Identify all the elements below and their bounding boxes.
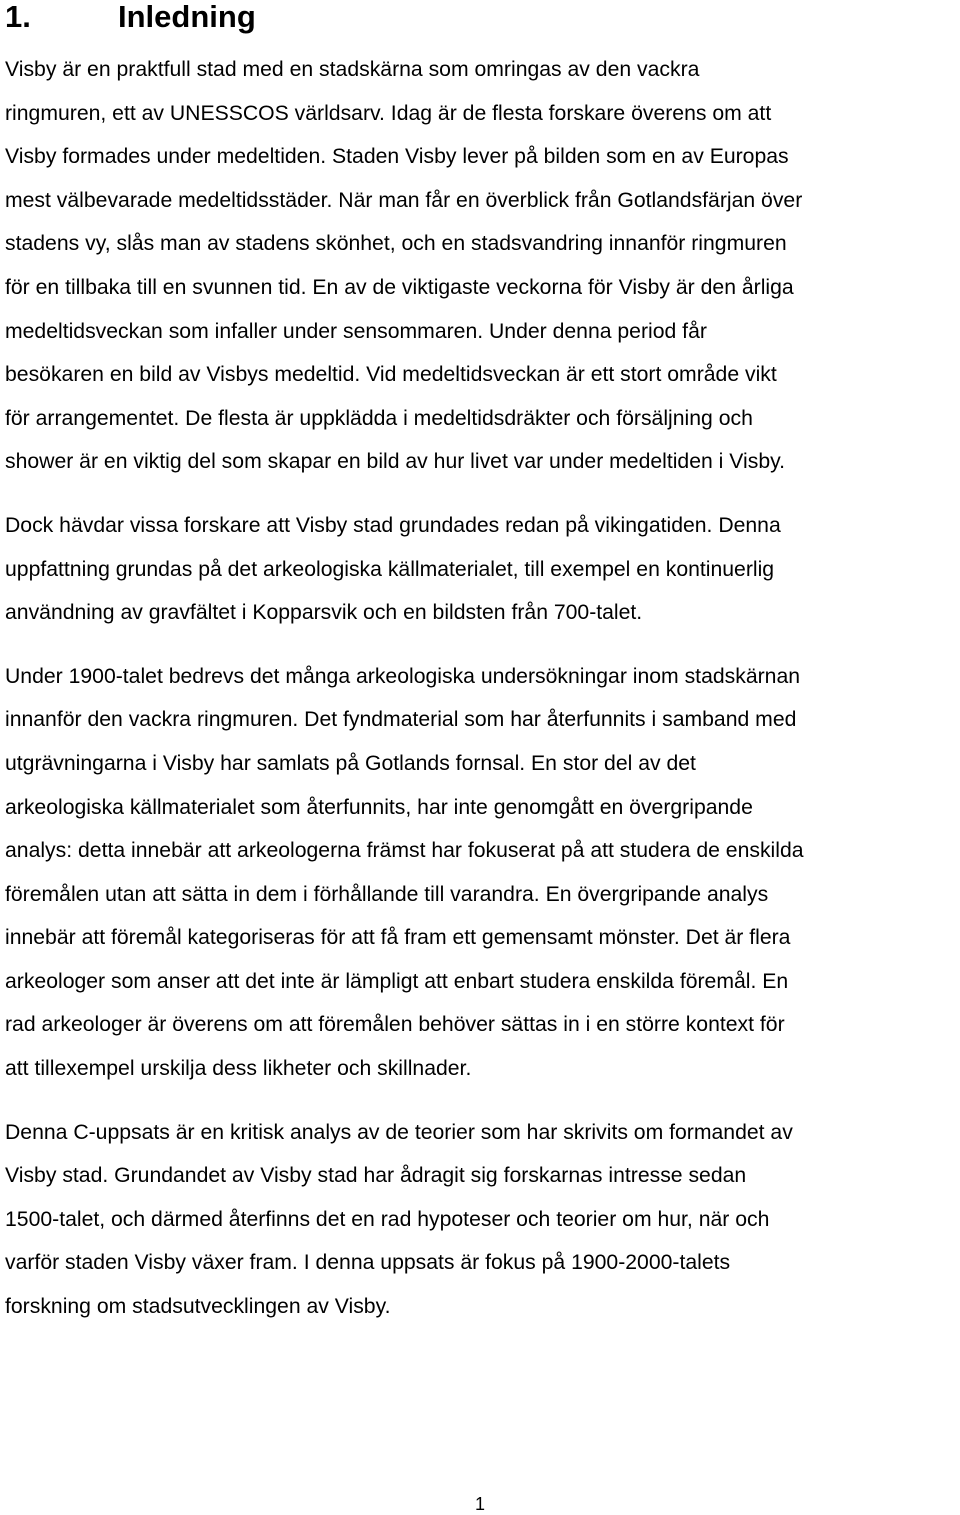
- paragraph: [5, 655, 955, 1091]
- text-line: 1500-talet, och därmed återfinns det en rad hypoteser och teorier om hur, när och: [5, 1207, 770, 1231]
- text-line: besökaren en bild av Visbys medeltid. Vid medeltidsveckan är ett stort område vikt: [5, 363, 777, 387]
- text-line: användning av gravfältet i Kopparsvik och en bildsten från 700-talet.: [5, 601, 643, 625]
- text-line: Denna C-uppsats är en kritisk analys av de teorier som har skrivits om formandet av: [5, 1120, 793, 1144]
- text-line: analys: detta innebär att arkeologerna främst har fokuserat på att studera de enskilda: [5, 839, 804, 863]
- text-line: rad arkeologer är överens om att föremålen behöver sättas in i en större kontext för: [5, 1013, 785, 1037]
- text-line: shower är en viktig del som skapar en bild av hur livet var under medeltiden i Visby.: [5, 450, 786, 474]
- text-line: Under 1900-talet bedrevs det många arkeologiska undersökningar inom stadskärnan: [5, 664, 801, 688]
- body-text: [5, 48, 955, 1349]
- section-heading: [5, 0, 256, 36]
- text-line: för en tillbaka till en svunnen tid. En av de viktigaste veckorna för Visby är den årliga: [5, 275, 794, 299]
- text-line: ringmuren, ett av UNESSCOS världsarv. Idag är de flesta forskare överens om att: [5, 101, 772, 125]
- text-line: uppfattning grundas på det arkeologiska källmaterialet, till exempel en kontinuerlig: [5, 557, 775, 581]
- text-line: föremålen utan att sätta in dem i förhållande till varandra. En övergripande analys: [5, 882, 769, 906]
- text-line: Visby är en praktfull stad med en stadskärna som omringas av den vackra: [5, 58, 700, 81]
- text-line: mest välbevarade medeltidsstäder. När man får en överblick från Gotlandsfärjan över: [5, 188, 803, 212]
- text-line: att tillexempel urskilja dess likheter och skillnader.: [5, 1057, 472, 1081]
- text-line: innebär att föremål kategoriseras för att få fram ett gemensamt mönster. Det är flera: [5, 926, 791, 950]
- text-line: Dock hävdar vissa forskare att Visby stad grundades redan på vikingatiden. Denna: [5, 513, 781, 537]
- text-line: forskning om stadsutvecklingen av Visby.: [5, 1295, 391, 1319]
- text-line: för arrangementet. De flesta är uppklädda i medeltidsdräkter och försäljning och: [5, 406, 753, 430]
- text-line: innanför den vackra ringmuren. Det fyndmaterial som har återfunnits i samband med: [5, 708, 797, 732]
- paragraph: [5, 504, 955, 635]
- text-line: varför staden Visby växer fram. I denna uppsats är fokus på 1900-2000-talets: [5, 1251, 731, 1275]
- section-number: 1.: [5, 0, 31, 34]
- paragraph: [5, 48, 955, 484]
- paragraph: [5, 1111, 955, 1329]
- text-line: utgrävningarna i Visby har samlats på Gotlands fornsal. En stor del av det: [5, 751, 696, 775]
- section-title: Inledning: [118, 0, 256, 34]
- page-number: 1: [474, 1494, 485, 1514]
- text-line: Visby formades under medeltiden. Staden Visby lever på bilden som en av Europas: [5, 145, 789, 169]
- text-line: medeltidsveckan som infaller under sensommaren. Under denna period får: [5, 319, 707, 343]
- text-line: arkeologer som anser att det inte är lämpligt att enbart studera enskilda föremål. En: [5, 969, 789, 993]
- text-line: arkeologiska källmaterialet som återfunnits, har inte genomgått en övergripande: [5, 795, 753, 819]
- text-line: stadens vy, slås man av stadens skönhet, och en stadsvandring innanför ringmuren: [5, 232, 787, 256]
- text-line: Visby stad. Grundandet av Visby stad har ådragit sig forskarnas intresse sedan: [5, 1164, 747, 1188]
